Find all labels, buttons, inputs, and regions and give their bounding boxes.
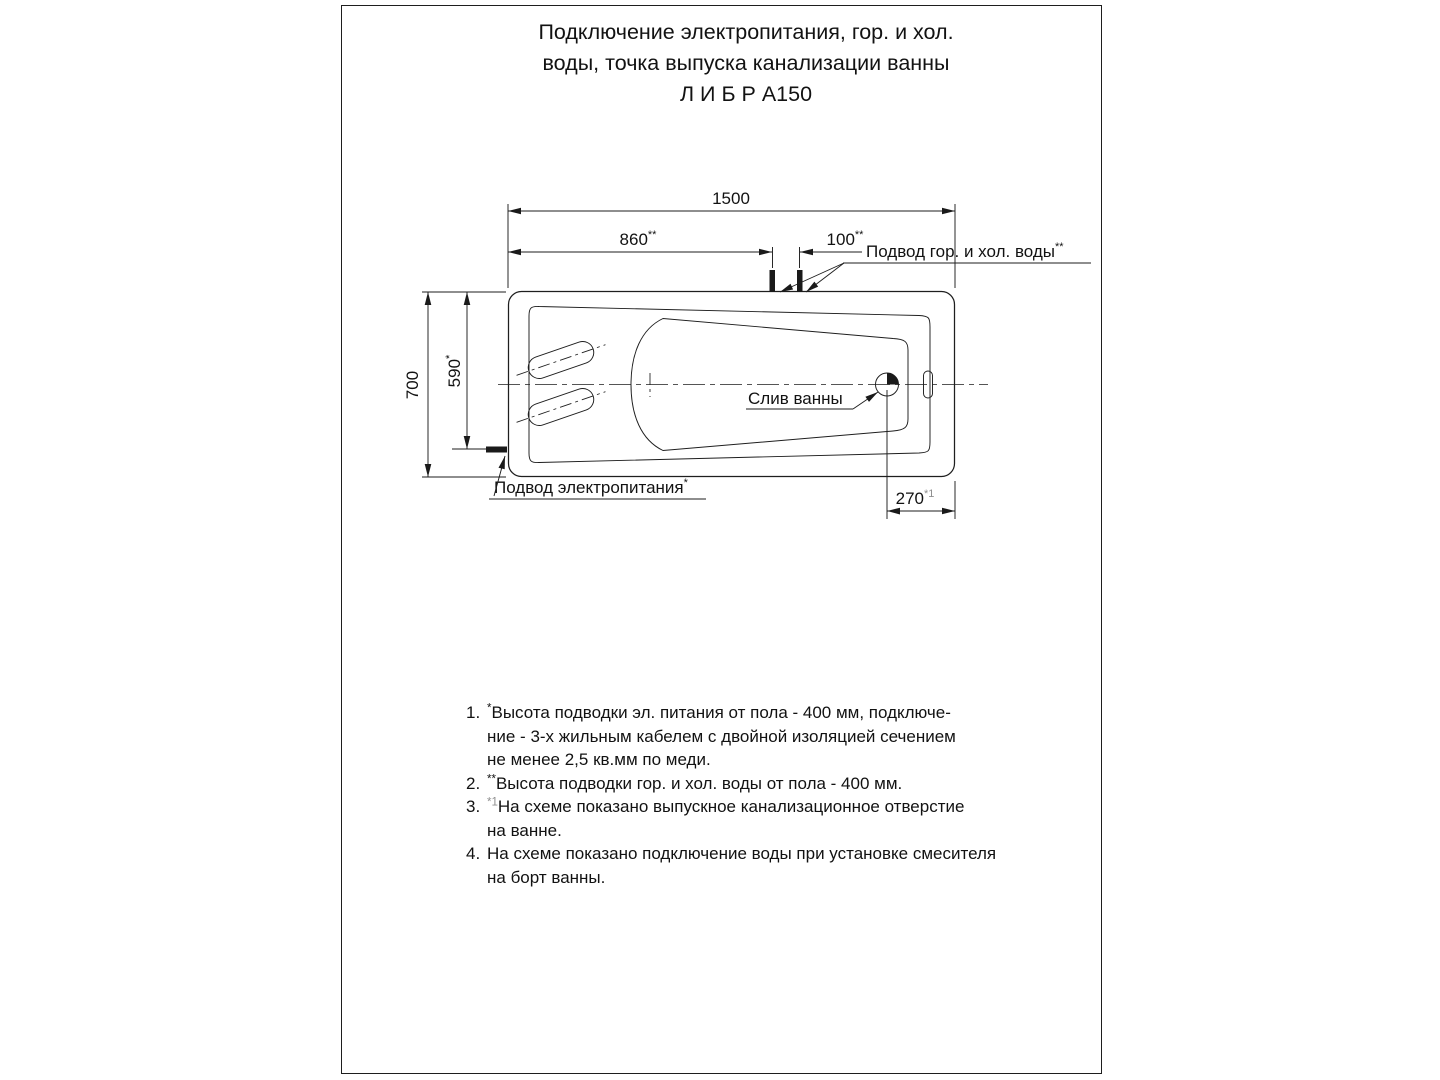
drain-text: Слив ванны: [748, 389, 843, 408]
dim-100: [800, 229, 864, 255]
jet-nozzle-top: [513, 334, 609, 385]
water-supply-text: Подвод гор. и хол. воды**: [866, 241, 1064, 261]
power-supply-text: Подвод электропитания*: [494, 477, 688, 497]
title-line-1: Подключение электропитания, гор. и хол.: [538, 20, 954, 44]
dim-590: [444, 292, 470, 449]
label-drain: [746, 389, 878, 409]
label-power-supply: [489, 456, 706, 499]
dim-270: [887, 488, 955, 515]
note-item-3: [466, 795, 1080, 842]
note-number: 4.: [466, 844, 481, 863]
dim-860-label: 860**: [619, 229, 657, 249]
note-item-2: [466, 772, 1080, 796]
dim-100-label: 100**: [826, 229, 864, 249]
note-item-1: [466, 701, 1080, 772]
title-line-3: Л И Б Р А150: [679, 82, 813, 106]
note-number: 2.: [466, 773, 481, 793]
note-text: $^{*1}$На схеме показано выпускное канализационное отверстие на ванне.: [487, 796, 965, 840]
dim-270-label: 270$^{*1}$: [895, 488, 935, 508]
notes-list: [466, 701, 1080, 889]
dim-700-label: 700: [403, 370, 422, 400]
note-text: На схеме показано подключение воды при установке смесителя на борт ванны.: [487, 844, 997, 887]
title-line-2: воды, точка выпуска канализации ванны: [542, 51, 950, 75]
dim-1500-label: 1500: [712, 189, 750, 208]
dim-860: [508, 229, 772, 255]
power-connection-mark: [486, 447, 507, 453]
note-text: *Высота подводки эл. питания от пола - 400 мм, подключе- ние - 3-х жильным кабелем с двойной изоляцией сечением не менее 2,5 кв.мм по меди.: [487, 702, 956, 769]
bathtub-outline: [486, 270, 988, 477]
note-item-4: [466, 842, 1080, 889]
dim-1500: [508, 189, 955, 214]
note-number: 1.: [466, 703, 481, 722]
note-number: 3.: [466, 797, 481, 816]
dim-590-label: 590*: [444, 354, 464, 388]
jet-nozzle-bottom: [513, 381, 609, 432]
dim-700: [403, 292, 431, 477]
note-text: **Высота подводки гор. и хол. воды от пола - 400 мм.: [487, 772, 903, 793]
